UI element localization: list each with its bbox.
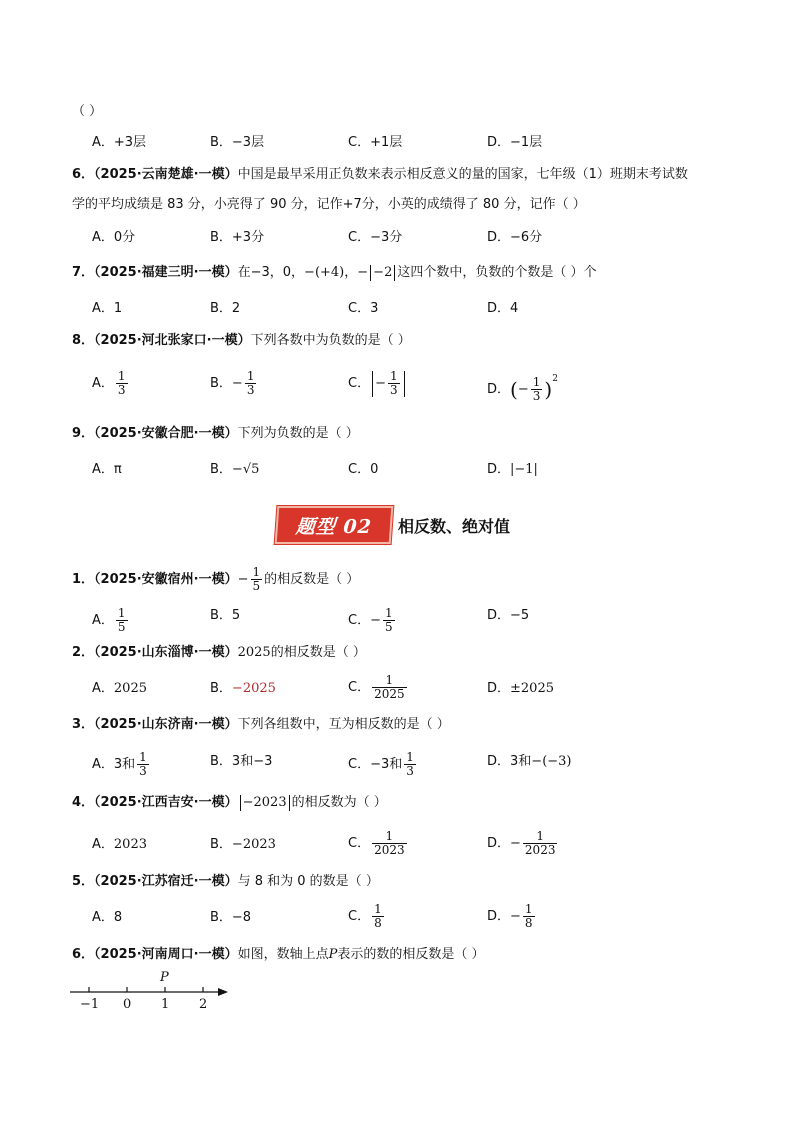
question-9: [72, 425, 359, 443]
option-label: A．: [92, 613, 114, 628]
option-d: [487, 753, 572, 771]
fraction: $\frac{1}{3}$: [246, 369, 255, 397]
option-c: [348, 751, 418, 778]
option-label: C．: [348, 680, 371, 695]
option-b: [210, 461, 259, 479]
option-c: C．3: [348, 301, 379, 316]
option-label: B．: [210, 376, 232, 391]
abs-bar: [394, 265, 395, 281]
question-text: 这四个数中，负数的个数是（ ）个: [397, 265, 597, 280]
question-tail: （ ）: [72, 104, 103, 119]
option-label: A．3和: [92, 757, 136, 772]
question-6b: [72, 946, 485, 964]
option-b: B．−3层: [210, 135, 265, 150]
question-8: [72, 332, 411, 350]
question-6-line2: 学的平均成绩是 83 分，小亮得了 90 分，记作+7分，小英的成绩得了 80 分，记作（ ）: [72, 197, 586, 212]
question-number: 6．: [72, 947, 95, 962]
separator: ，: [344, 265, 358, 280]
option-a: [92, 370, 130, 397]
abs-bar: [404, 371, 405, 397]
question-source: （2025·云南楚雄·一模）: [94, 167, 238, 182]
question-text: 表示的数的相反数是（ ）: [337, 947, 485, 962]
math-expression: −(+4): [304, 265, 345, 280]
option-label: D．: [487, 681, 511, 696]
math-sign: −: [510, 909, 521, 924]
question-text: 的相反数是（ ）: [264, 572, 360, 587]
question-text: 下列为负数的是（ ）: [237, 426, 359, 441]
option-a: [92, 680, 147, 698]
question-number: 9．: [72, 426, 95, 441]
question-number: 8．: [72, 333, 95, 348]
option-d: [487, 680, 554, 698]
option-label: A．: [92, 376, 114, 391]
option-c: [348, 903, 386, 930]
math-expression: −2023: [231, 837, 276, 852]
question-source: （2025·山东淄博·一模）: [94, 645, 238, 660]
axis-arrow-icon: [218, 988, 228, 996]
math-expression: −2023: [242, 795, 287, 810]
question-number: 7．: [72, 265, 95, 280]
option-d: [487, 370, 558, 403]
option-d: [487, 903, 537, 930]
math-expression: 2025: [113, 681, 147, 696]
question-number: 4．: [72, 795, 95, 810]
point-p-label: P: [160, 970, 169, 985]
option-c: [348, 830, 409, 857]
question-text: 在−3，0，: [237, 265, 305, 280]
question-source: （2025·福建三明·一模）: [94, 265, 238, 280]
math-sign: −: [231, 376, 243, 391]
option-a: [92, 836, 147, 854]
fraction: $\frac{1}{5}$: [384, 606, 393, 634]
option-a: A．+3层: [92, 135, 147, 150]
option-a: A．1: [92, 301, 123, 316]
option-d: D．−6分: [487, 230, 543, 245]
option-d: D．−5: [487, 608, 530, 623]
option-label: D．: [487, 836, 511, 851]
option-label: C．: [348, 909, 371, 924]
question-source: （2025·江苏宿迁·一模）: [94, 874, 238, 889]
fraction: $\frac{1}{8}$: [374, 902, 382, 930]
option-a: A．8: [92, 910, 123, 925]
fraction: $\frac{1}{3}$: [532, 375, 541, 403]
option-d: [487, 461, 538, 479]
question-6: [72, 166, 688, 184]
abs-bar: [240, 795, 241, 811]
fraction: $\frac{1}{3}$: [389, 369, 398, 397]
option-b: [210, 680, 276, 698]
right-paren: ): [544, 377, 553, 402]
question-source: （2025·河南周口·一模）: [94, 947, 238, 962]
tick-label: 2: [199, 997, 208, 1012]
option-b: B．2: [210, 301, 241, 316]
exponent: 2: [552, 374, 558, 384]
math-sign: −: [375, 376, 386, 391]
option-a: [92, 607, 130, 634]
math-expression: 2023: [113, 837, 147, 852]
tick-label: 0: [123, 997, 132, 1012]
option-b: [210, 836, 276, 854]
math-sign: −: [510, 836, 521, 851]
option-label: A．: [92, 681, 114, 696]
fraction: $\frac{1}{2023}$: [524, 829, 556, 857]
math-sign: −: [517, 382, 529, 397]
fraction: $\frac{1}{5}$: [117, 606, 126, 634]
option-c: [348, 607, 397, 634]
option-d: [487, 830, 559, 857]
option-d: D．−1层: [487, 135, 543, 150]
option-b: B．5: [210, 608, 241, 623]
option-label: B．: [210, 837, 232, 852]
tick-label: 1: [161, 997, 170, 1012]
question-source: （2025·江西吉安·一模）: [94, 795, 238, 810]
option-label: D．: [487, 382, 511, 397]
question-number: 2．: [72, 645, 95, 660]
fraction: $\frac{1}{3}$: [406, 750, 414, 778]
option-a: A．0分: [92, 230, 136, 245]
question-source: （2025·河北张家口·一模）: [94, 333, 251, 348]
option-d: D．4: [487, 301, 519, 316]
option-label: A．: [92, 837, 114, 852]
section-header: [276, 506, 510, 544]
math-sign: −: [370, 613, 381, 628]
left-paren: (: [510, 377, 518, 402]
option-b: [210, 370, 258, 397]
question-number: 5．: [72, 874, 95, 889]
question-number: 6．: [72, 167, 95, 182]
option-c: C．0: [348, 462, 379, 477]
question-text: 下列各数中为负数的是（ ）: [250, 333, 411, 348]
option-b: B．3和−3: [210, 754, 273, 769]
question-source: （2025·安徽宿州·一模）: [94, 572, 238, 587]
math-expression: −√5: [231, 462, 260, 477]
question-7: [72, 264, 596, 282]
fraction: $\frac{1}{2025}$: [374, 673, 405, 701]
question-source: （2025·安徽合肥·一模）: [94, 426, 238, 441]
option-label: D．3和: [487, 754, 532, 769]
option-label: C．−3和: [348, 757, 403, 772]
section-title: 相反数、绝对值: [398, 516, 511, 536]
option-a: [92, 751, 151, 778]
option-label: C．: [348, 836, 371, 851]
question-1: [72, 566, 359, 593]
fraction: $\frac{1}{3}$: [117, 369, 126, 397]
option-b: B．+3分: [210, 230, 265, 245]
fraction: $\frac{1}{3}$: [139, 750, 147, 778]
option-c: [348, 370, 407, 397]
fraction: $\frac{1}{5}$: [252, 565, 261, 593]
question-text: 的相反数是（ ）: [270, 645, 366, 660]
option-c: [348, 674, 409, 701]
option-label: C．: [348, 613, 371, 628]
abs-bar: [289, 795, 290, 811]
option-label: B．: [210, 681, 232, 696]
question-number: 3．: [72, 717, 95, 732]
question-4: [72, 794, 387, 812]
question-text: 如图，数轴上点: [237, 947, 329, 962]
option-label: B．: [210, 462, 232, 477]
fraction: $\frac{1}{8}$: [524, 902, 533, 930]
math-expression: −(−3): [531, 754, 572, 769]
option-c: C．+1层: [348, 135, 403, 150]
question-number: 1．: [72, 572, 95, 587]
question-text: 中国是最早采用正负数来表示相反意义的量的国家，七年级（1）班期末考试数: [237, 167, 688, 182]
math-expression: |−1|: [510, 462, 538, 477]
number-line-figure: [66, 966, 236, 1012]
section-badge: 题型 02: [275, 506, 394, 544]
abs-bar: [372, 371, 373, 397]
math-expression: −2: [373, 265, 393, 280]
question-text: 与 8 和为 0 的数是（ ）: [237, 874, 379, 889]
question-text: 的相反数为（ ）: [291, 795, 387, 810]
question-2: [72, 644, 366, 662]
abs-bar: [370, 265, 371, 281]
option-label: C．: [348, 376, 371, 391]
question-5: [72, 873, 379, 891]
math-sign: −: [237, 572, 249, 587]
option-label: D．: [487, 462, 511, 477]
tick-label: −1: [80, 997, 100, 1012]
math-expression: −2025: [231, 681, 276, 696]
option-a: A．π: [92, 462, 122, 477]
option-c: C．−3分: [348, 230, 403, 245]
point-label: P: [328, 947, 338, 962]
question-3: [72, 716, 450, 734]
fraction: $\frac{1}{2023}$: [374, 829, 405, 857]
option-label: D．: [487, 909, 511, 924]
question-source: （2025·山东济南·一模）: [94, 717, 238, 732]
math-expression: ±2025: [510, 681, 554, 696]
option-b: B．−8: [210, 910, 252, 925]
math-expression: 2025: [237, 645, 271, 660]
question-text: 下列各组数中，互为相反数的是（ ）: [237, 717, 450, 732]
math-sign: −: [357, 265, 369, 280]
